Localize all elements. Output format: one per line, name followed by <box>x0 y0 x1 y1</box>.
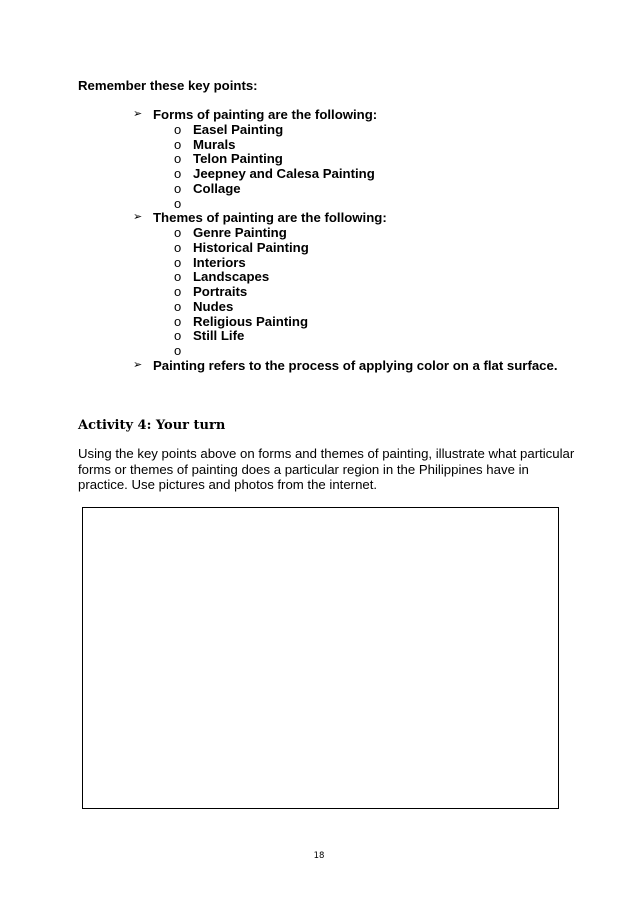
list-item-label: Murals <box>193 136 236 152</box>
list-item <box>174 343 193 358</box>
list-item <box>174 181 241 196</box>
list-item <box>174 122 283 137</box>
list-item-label: Portraits <box>193 284 248 299</box>
list-item-label: Landscapes <box>193 269 270 285</box>
arrow-bullet-icon: ➢ <box>133 211 143 224</box>
circle-bullet-icon: o <box>174 343 182 358</box>
list-item-label: Historical Painting <box>193 239 309 255</box>
list-item <box>174 166 375 181</box>
circle-bullet-icon: o <box>174 298 182 314</box>
circle-bullet-icon: o <box>174 151 182 167</box>
page-number: 18 <box>313 851 325 861</box>
list-item <box>174 151 283 166</box>
list-item <box>174 328 244 343</box>
list-item <box>174 137 236 152</box>
circle-bullet-icon: o <box>174 225 182 240</box>
list-item <box>174 314 308 329</box>
section-title: Painting refers to the process of applying color on a flat surface. <box>153 357 558 373</box>
circle-bullet-icon: o <box>174 284 182 299</box>
list-item <box>174 299 233 314</box>
list-item-label: Jeepney and Calesa Painting <box>193 166 375 181</box>
activity-instructions: Using the key points above on forms and themes of painting, illustrate what particular forms or themes of painting does a particular region in the Philippines have in practice. Use pictures and photos from the internet. <box>78 446 575 493</box>
list-item-label: Interiors <box>193 254 246 270</box>
activity-title: Activity 4: Your turn <box>78 418 226 433</box>
list-item-label: Collage <box>193 180 241 196</box>
circle-bullet-icon: o <box>174 166 182 181</box>
list-item <box>174 225 287 240</box>
circle-bullet-icon: o <box>174 254 182 270</box>
list-item-label: Genre Painting <box>193 225 287 240</box>
list-item-label: Telon Painting <box>193 151 283 167</box>
section-item <box>133 358 558 373</box>
list-item-label: Religious Painting <box>193 313 309 329</box>
section-item <box>133 210 387 225</box>
circle-bullet-icon: o <box>174 195 182 211</box>
section-item <box>133 107 377 122</box>
list-item-label: Still Life <box>193 328 245 344</box>
circle-bullet-icon: o <box>174 136 182 152</box>
list-item <box>174 269 269 284</box>
arrow-bullet-icon: ➢ <box>133 358 143 371</box>
circle-bullet-icon: o <box>174 313 182 329</box>
list-item-label: Nudes <box>193 298 234 314</box>
list-item <box>174 284 247 299</box>
circle-bullet-icon: o <box>174 328 182 344</box>
circle-bullet-icon: o <box>174 121 182 137</box>
list-item <box>174 196 193 211</box>
section-title: Forms of painting are the following: <box>153 107 378 122</box>
list-item-label: Easel Painting <box>193 121 284 137</box>
key-points-heading: Remember these key points: <box>78 78 258 93</box>
circle-bullet-icon: o <box>174 239 182 255</box>
arrow-bullet-icon: ➢ <box>133 108 143 120</box>
list-item <box>174 240 309 255</box>
section-title: Themes of painting are the following: <box>153 210 387 226</box>
list-item <box>174 255 246 270</box>
answer-box[interactable] <box>82 507 559 809</box>
circle-bullet-icon: o <box>174 180 182 196</box>
circle-bullet-icon: o <box>174 269 182 285</box>
